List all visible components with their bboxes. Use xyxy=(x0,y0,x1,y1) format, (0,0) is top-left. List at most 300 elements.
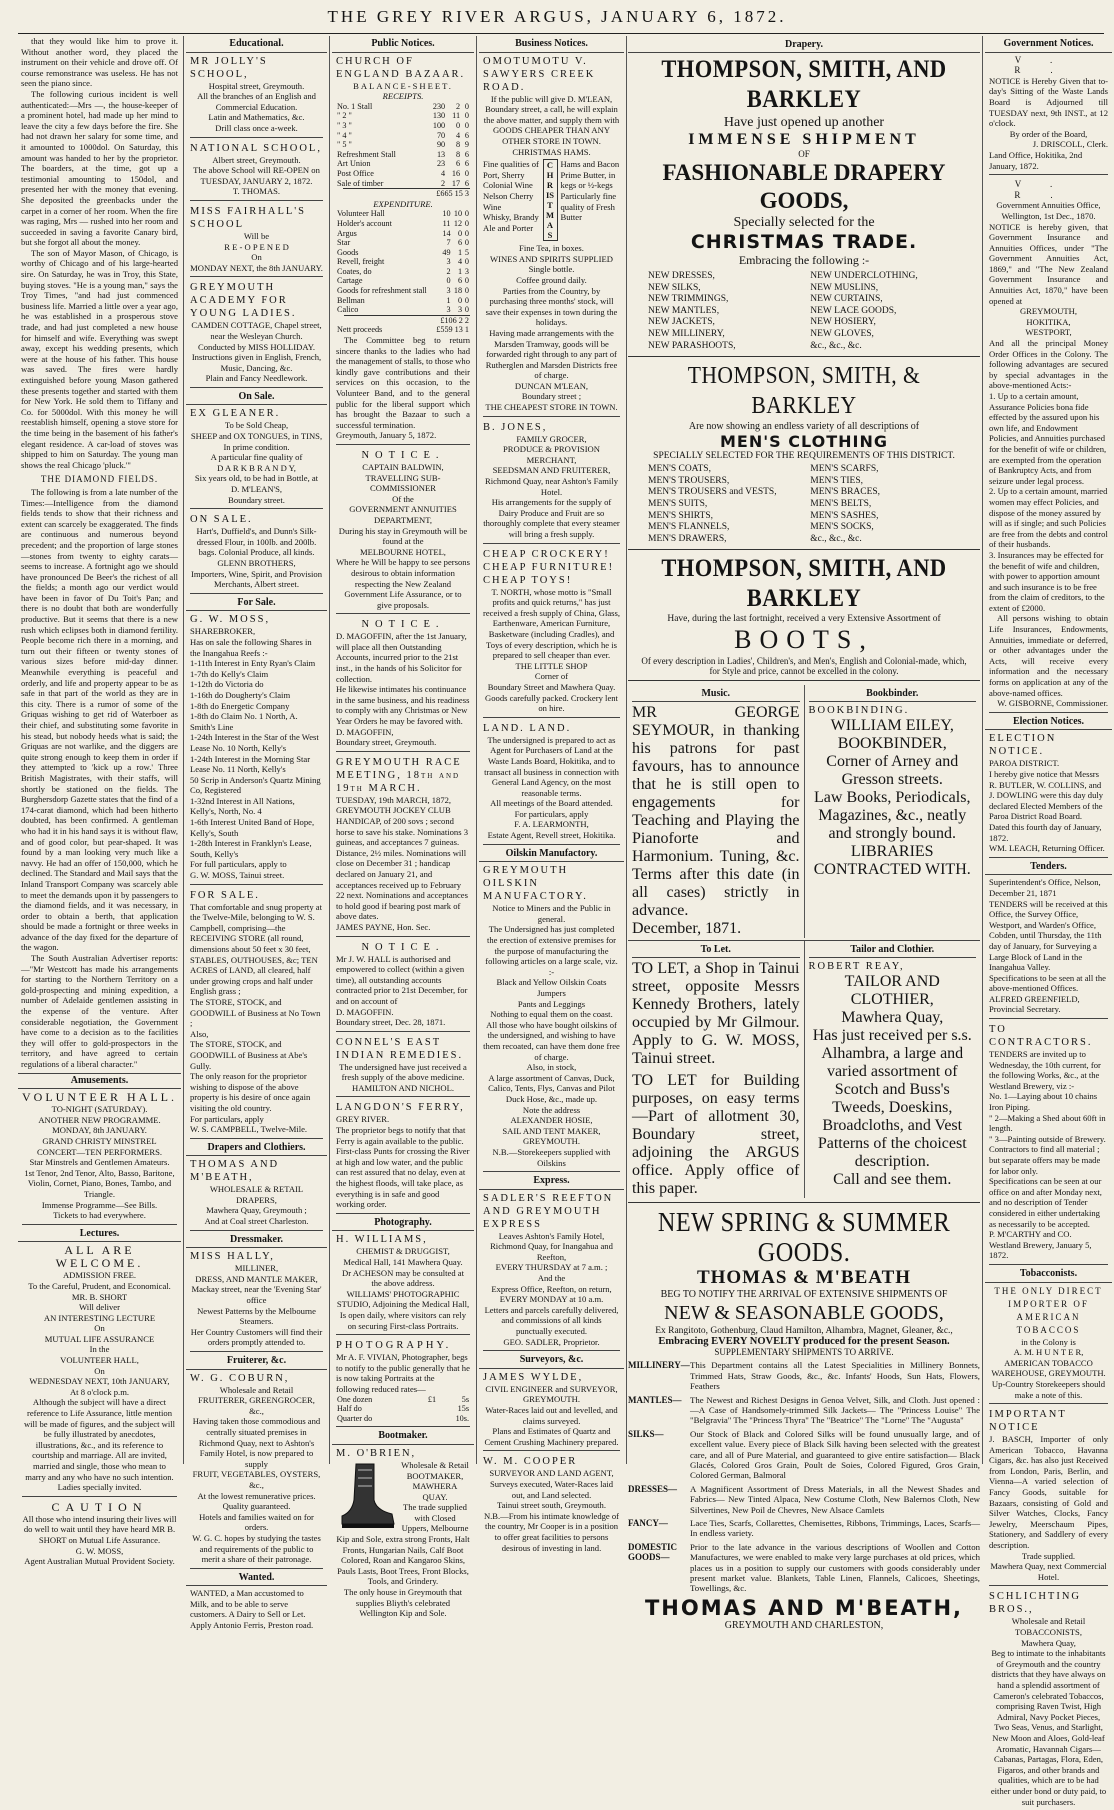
text-line: Mawhera Quay, xyxy=(1021,1637,1076,1648)
ad-body xyxy=(336,1352,470,1394)
text-line: D. MAGOFFIN, xyxy=(336,726,394,737)
text-line: Hart's, Duffield's, and Dunn's Silk-dressed Flour, in 100lb. and 200lb. bags. Colonial Produce, all kinds. xyxy=(196,526,317,558)
masthead: THE GREY RIVER ARGUS, JANUARY 6, 1872. xyxy=(327,7,787,26)
text-line: Will deliver xyxy=(79,1302,120,1313)
text-line: SURVEYOR AND LAND AGENT, xyxy=(489,1468,614,1479)
tmb-title: THOMAS & M'BEATH xyxy=(696,1267,912,1289)
ad-body: NOTICE is hereby given, that Government Insurance and Annuities Offices, under "The Government Annuities Act, 1869," and "The New Zealand Government Insurance and Annuities Act, 1870," have been opened at xyxy=(989,221,1108,306)
ad-body xyxy=(483,94,620,158)
table-cell: 6 xyxy=(464,159,469,169)
department-text: A Magnificent Assortment of Dress Materials, in all the Newest Shades and Fabrics— New Tinted Alpaca, New Costume Cloth, New Balernos Cloth, New Silvertines, New Poil de Chevres, New Alsace Camlets xyxy=(690,1483,980,1515)
table-row xyxy=(336,248,470,258)
ad-obrien-bootmaker xyxy=(336,1447,470,1622)
text-line: G. W. MOSS, Tainui street. xyxy=(190,870,285,881)
section-heading-drapery: Drapery. xyxy=(628,39,980,53)
table-cell: Argus xyxy=(337,228,357,238)
section-heading-bookbinder: Bookbinder. xyxy=(809,688,977,702)
table-cell: 0 xyxy=(464,286,469,296)
text-line: Latin and Mathematics, &c. xyxy=(208,112,305,123)
text-line: MEN'S SCARFS, xyxy=(810,464,879,475)
ad-title: ON SALE. xyxy=(190,514,253,526)
text-line: MONDAY NEXT, the 8th JANUARY. xyxy=(190,262,323,273)
text-line: At the lowest remunerative prices. xyxy=(197,1490,316,1501)
table-cell: No. 1 Stall xyxy=(337,101,373,111)
column-rule xyxy=(626,36,627,1464)
text-line: TO-NIGHT (SATURDAY). xyxy=(51,1104,148,1115)
ad-title: CHURCH OF ENGLAND BAZAAR. xyxy=(336,55,466,80)
text-line: PRODUCE & PROVISION MERCHANT, xyxy=(503,444,600,465)
text-line: Quality guaranteed. xyxy=(222,1501,291,1512)
ad-vivian-photography xyxy=(336,1339,470,1427)
table-cell: 10 xyxy=(442,209,451,219)
text-line: G. W. MOSS, xyxy=(75,1545,124,1556)
ad-title: JAMES WYLDE, xyxy=(483,1371,584,1383)
text-line: NEW MILLINERY, xyxy=(648,328,725,339)
text-line: CIVIL ENGINEER and SURVEYOR, xyxy=(485,1383,618,1394)
ad-notice-baldwin xyxy=(336,449,470,614)
ad-body xyxy=(483,587,620,714)
text-line: All those who intend insuring their lives will do well to wait until they have heard MR B. SHORT on Mutual Life Assurance. xyxy=(22,1513,177,1545)
department-label: MILLINERY— xyxy=(628,1360,690,1371)
text-line: NEW JACKETS, xyxy=(648,317,715,328)
text-line: TENDERS will be received at this Office, the Survey Office, Westport, and Warden's Office, Cobden, until Thursday, the 11th day of January, for Surveying a Large Block of Land in the Inangahua Valley. xyxy=(989,898,1108,973)
ad-cooper-surveyor xyxy=(483,1455,620,1556)
column-rule xyxy=(982,36,983,1464)
text-line: NEW SILKS, xyxy=(648,282,701,293)
vr-mark: V. R. xyxy=(1014,179,1083,200)
text-line: Estate Agent, Revell street, Hokitika. xyxy=(487,830,616,841)
text-line: F. A. LEARMONTH, xyxy=(514,819,589,830)
table-cell: 4 xyxy=(441,168,446,178)
town-list xyxy=(989,306,1108,338)
table-cell: " 2 " xyxy=(337,111,352,121)
text-line: No. 1—Laying about 10 chains Iron Piping. xyxy=(989,1091,1098,1113)
text-line: Wholesale & Retail xyxy=(401,1459,469,1470)
table-cell: 0 xyxy=(464,228,469,238)
text-line: Goods carefully packed. Crockery lent on hire. xyxy=(485,692,618,714)
text-line: If the public will give D. M'LEAN, Boundary street, a call, he will explain the above matter, and supply them with xyxy=(483,93,620,125)
table-row xyxy=(336,179,470,189)
text-line: Boundary street ; xyxy=(521,391,582,402)
text-line: WM. LEACH, Returning Officer. xyxy=(989,843,1105,854)
text-line: Where he Will be happy to see persons desirous to obtain information respecting the New Zealand Government Life Assurance, or to give proposals. xyxy=(336,557,470,610)
text-line: ALFRED GREENFIELD, Provincial Secretary. xyxy=(989,993,1080,1015)
text-line: Mawhera Quay, xyxy=(841,1009,944,1027)
text-line: The undersigned have just received a fresh supply of the above medicine. xyxy=(339,1061,467,1083)
department-text: The Newest and Richest Designs in Genoa Velvet, Silk, and Cloth. Just opened :—A Case of Handsomely-trimmed Silk Jackets— The "Princess Louise" The "Belgravia" The "Princess Thyra" The "Beatrice" The "Lorne" The "Augusta" xyxy=(690,1394,980,1426)
text-line: HOKITIKA, xyxy=(1026,316,1071,327)
section-heading-on-sale: On Sale. xyxy=(186,392,327,406)
table-cell: Revell, freight xyxy=(337,257,385,267)
ad-cheap-crockery xyxy=(483,548,620,718)
ad-body xyxy=(190,320,323,384)
music-block xyxy=(628,685,804,938)
ad-body xyxy=(336,1062,470,1094)
table-cell: 8 xyxy=(455,149,461,159)
text-line: Notice to Miners and the Public in general. xyxy=(492,903,611,924)
table-row xyxy=(336,276,470,286)
table-cell: 0 xyxy=(464,276,469,286)
expenditure-total: £106 2 2 xyxy=(336,315,470,326)
text-line: Agent Australian Mutual Provident Society. xyxy=(24,1556,175,1567)
ad-moss-shares xyxy=(190,613,323,884)
text-line: Up-Country Storekeepers should make a note of this. xyxy=(991,1378,1106,1400)
text-line: TRAVELLING SUB-COMMISSIONER xyxy=(365,472,441,494)
tmb-line: NEW & SEASONABLE GOODS, xyxy=(664,1302,944,1325)
section-heading-lectures: Lectures. xyxy=(18,1229,181,1243)
text-line: CHRISTMAS HAMS. xyxy=(512,146,591,157)
table-row xyxy=(336,238,470,248)
text-line: Plans and Estimates of Quartz and Cement Crushing Machinery prepared. xyxy=(484,1426,619,1447)
table-cell: 6 xyxy=(464,178,469,188)
column-6 xyxy=(985,36,1112,1807)
table-cell: 0 xyxy=(464,257,469,267)
text-line: Dated this fourth day of January, 1872. xyxy=(989,821,1102,843)
text-line: T. NORTH, whose motto is "Small profits and quick returns," has just received a fresh supply of China, Glass, Earthenware, American Furniture, Basketware (including Cradles), and Toys of every description, which he is prepared to sell cheaper than ever. xyxy=(483,586,620,661)
text-line: AMERICAN TOBACCO WAREHOUSE, GREYMOUTH. xyxy=(991,1357,1106,1379)
text-line: Immense Programme—See Bills. xyxy=(41,1199,158,1210)
christmas-vertical: CHRISTMAS xyxy=(543,159,558,241)
table-cell: One dozen xyxy=(337,1394,373,1404)
ad-body xyxy=(190,1184,323,1226)
text-line: Fine qualities of xyxy=(483,159,539,170)
text-line: SHAREBROKER, xyxy=(190,626,256,637)
text-line: D. MAGOFFIN. xyxy=(336,1006,394,1017)
text-line: GREY RIVER. xyxy=(336,1114,390,1125)
table-row xyxy=(336,267,470,277)
text-line: SHEEP and OX TONGUES, in TINS, In prime condition. xyxy=(190,431,323,452)
table-cell: 0 xyxy=(464,218,469,228)
text-line: 1-8th do Claim No. 1 North, A. Smith's Line xyxy=(190,711,298,732)
text-line: Mr J. W. HALL is authorised and empowered to collect (within a given time), all outstanding accounts contracted prior to 21st December, for and on account of xyxy=(336,953,468,1006)
text-line: WESTPORT, xyxy=(1025,327,1072,338)
section-heading-bootmaker: Bootmaker. xyxy=(332,1431,474,1445)
section-heading-amusements: Amusements. xyxy=(18,1073,181,1090)
text-line: Nelson Cherry Wine xyxy=(483,190,534,212)
text-line: The undersigned is prepared to act as Agent for Purchasers of Land at the Waste Lands Board, Hokitika, and to transact all business in connection with General Land Agency, on the most reasonable terms. xyxy=(484,734,619,798)
ad-caution xyxy=(22,1501,177,1570)
text-line: That comfortable and snug property at the Twelve-Mile, belonging to W. S. Campbell, comprising—the RECEIVING STORE (all round, dimensions about 50 feet x 30 feet, STABLES, OUTHOUSES, &c; TEN ACRES of LAND, all cleared, half under growing crops and half under English grass ; xyxy=(190,901,322,997)
ad-body xyxy=(190,155,323,197)
text-line: The South Australian Advertiser reports:—"Mr Westcott has made his arrangements for starting to the Northern Territory on a gold-prospecting and mining expedition, a number of Adelaide gentlemen assisting in the expense of the venture. After considerable negotiation, the Government have come to a decision as to the facilities they will offer to gold-prospectors in the territory, and have agreed to certain regulations of a liberal character." xyxy=(21,953,178,1069)
ad-notice-magoffin xyxy=(336,618,470,752)
text-line: Ladies specially invited. xyxy=(57,1482,142,1493)
text-line: Nothing to equal them on the coast. xyxy=(490,1009,613,1020)
section-heading-music: Music. xyxy=(632,688,800,702)
text-line: NEW PARASHOOTS, xyxy=(648,340,736,351)
ad-annuities-notice xyxy=(989,179,1108,713)
text-line: The trade supplied with Closed Uppers, Melbourne Kip and Sole, extra strong Fronts, Halt Fronts, Hungarian Nails, Calf Boot Colored, Roan and Kangaroo Skins, Pauls Lasts, Boot Trees, Front Blocks, Tools, and Grindery. xyxy=(336,1502,470,1587)
text-line: Six years old, to be had in Bottle, at xyxy=(194,473,319,484)
table-cell: " 3 " xyxy=(337,120,352,130)
ad-title: G. W. MOSS, xyxy=(190,614,271,626)
tsb-line: FASHIONABLE DRAPERY GOODS, xyxy=(662,160,946,213)
text-line: Butter xyxy=(560,212,582,223)
ad-body xyxy=(336,462,470,610)
table-cell: 7 xyxy=(446,238,451,248)
text-line: GREYMOUTH, xyxy=(1019,306,1078,317)
section-heading-drapers: Drapers and Clothiers. xyxy=(186,1143,327,1157)
table-cell: 230 xyxy=(432,101,446,111)
ad-body xyxy=(22,1270,177,1492)
text-line: The following is from a late number of the Times:—Intelligence from the diamond fields tends to show that their richness and extent can scarcely be exaggerated. The finds are continuous and numerous beyond precedent; and the proportion of large stones—stones from twenty to eighty carats—seems to increase. A fortnight ago we should have pronounced De Beer's the richest of all the fields; a month ago our verdict would have been in favor of Du Toit's Pan; and there is no doubt that both are wonderfully productive. But it seems that there is a new rush which eclipses both in diamond fertility. People become rich there in a morning, and turn out their fifteen or twenty stones of various sizes before mid-day dinner. Meanwhile everything is peaceful and orderly, and life and property appear to be as safe in that part of the world as they are in this city. There is a rumor of some of the Griquas wishing to get rid of Waterboer as their chief, and substituting some favorite in his stead, but nobody heeds what is said; the Griquas are not warlike, and the diggers are quite strong enough to keep them in order if they attempted to 'kick up a row.' Three British Magistrates, with their staffs, will shortly be stationed on the fields. The Burghersdorp Gazette states that the find of a 174-carat diamond, which had been hitherto doubted, has been confirmed. A gentleman who had it in his hand says it is without flaw, and of good color, but pear-shaped. It was found by a man looking very much like a navvy. He had an offer of 150,000, which he declined. The Standard and Mail says that the Inland Transport Company was scarcely able to meet the demands upon it by passengers to the diamond fields, and it was necessary, in order to obtain a berth, that application should be made a fortnight or three weeks in advance of the day fixed for the departure of the wagon. xyxy=(21,486,178,953)
ad-body xyxy=(336,1114,470,1209)
text-line: N.B.—Storekeepers supplied with Oilskins xyxy=(492,1146,611,1168)
text-line: Dr ACHESON may be consulted at the above address. xyxy=(342,1267,464,1289)
text-line: MELBOURNE HOTEL, xyxy=(360,546,446,557)
table-cell: Refreshment Stall xyxy=(337,149,396,159)
ad-title: THE ONLY DIRECT IMPORTER OF AMERICAN TOBACCOS xyxy=(994,1285,1103,1335)
text-line: Corner of Arney and Gresson streets. xyxy=(826,753,959,789)
table-cell: 1 xyxy=(446,295,451,305)
receipts-label: RECEIPTS. xyxy=(382,91,424,102)
price-table xyxy=(336,1395,470,1424)
text-line: GEO. SADLER, Proprietor. xyxy=(503,1336,600,1347)
text-line: MUTUAL LIFE ASSURANCE xyxy=(44,1333,155,1344)
ad-title: TO CONTRACTORS. xyxy=(989,1024,1093,1049)
ad-schlichting-bros xyxy=(989,1590,1108,1810)
text-line: Mackay street, near the 'Evening Star' office xyxy=(191,1284,322,1306)
column-2 xyxy=(186,36,327,1631)
table-cell: 3 xyxy=(446,286,451,296)
tsb-line: MEN'S CLOTHING xyxy=(720,432,888,452)
text-line: in the Colony is xyxy=(1021,1336,1076,1347)
table-cell xyxy=(415,1404,437,1414)
ad-important-notice xyxy=(989,1408,1108,1586)
ad-fairhall-school xyxy=(190,205,323,277)
text-line: The STORE, STOCK, and GOODWILL of Business at Abe's Gully. xyxy=(190,1039,308,1071)
text-line: EVERY THURSDAY at 7 a.m. ; xyxy=(495,1262,608,1273)
tmb-line: SUPPLEMENTARY SHIPMENTS TO ARRIVE. xyxy=(714,1347,894,1358)
text-line: FAMILY GROCER, xyxy=(516,433,587,444)
tolet-tailor-row xyxy=(628,940,980,1198)
ad-title: NATIONAL SCHOOL, xyxy=(190,142,322,154)
ad-title: W. G. COBURN, xyxy=(190,1372,290,1384)
ad-lecture xyxy=(22,1244,177,1496)
table-row xyxy=(336,102,470,112)
ad-waste-lands-notice xyxy=(989,55,1108,176)
text-line: THE LITTLE SHOP xyxy=(515,660,588,671)
department-row xyxy=(628,1542,980,1594)
ad-title: EX GLEANER. xyxy=(190,408,281,420)
text-line: A. M. H U N T E R, xyxy=(1013,1347,1084,1358)
text-line: Law Books, Periodicals, Magazines, &c., neatly and strongly bound. xyxy=(814,789,971,843)
text-line: To be Sold Cheap, xyxy=(224,420,289,431)
department-text: Our Stock of Black and Colored Silks will be found unusually large, and of excellent value. Every piece of Black Silk having been selected with the greatest care, and all of Pure Material, and guaranteed to give entire satisfaction— Black Glacés, Colored Gros Grain, Poult de Soies, Colored Figured, Gros Grain, Colored German, Balmoral xyxy=(690,1428,980,1481)
text-line: MEN'S TROUSERS, xyxy=(648,475,730,486)
table-row xyxy=(336,111,470,121)
table-cell: 49 xyxy=(442,247,451,257)
ad-body xyxy=(336,631,470,748)
table-cell: 0 xyxy=(464,295,469,305)
section-heading-tenders: Tenders. xyxy=(985,862,1112,876)
ad-body: MR GEORGE SEYMOUR, in thanking his patrons for past favours, has to announce that he is still open to engagements for Teaching and Playing the Pianoforte and Harmonium. Tuning, &c. Terms after this date (in all cases) strictly in advance. xyxy=(632,704,800,920)
text-line: Water-Races laid out and levelled, and claims surveyed. xyxy=(485,1405,618,1426)
text-line: 50 Scrip in Anderson's Quartz Mining Co, Registered xyxy=(190,774,321,796)
text-line: Colonial Wine xyxy=(483,180,533,191)
ad-date: December, 1871. xyxy=(632,920,742,938)
text-line: 1-8th do Energetic Company xyxy=(190,700,290,711)
text-line: Also, xyxy=(190,1028,209,1039)
text-line: N.B.—From his intimate knowledge of the country, Mr Cooper is in a position to offer great facilities to persons desirous of investing in land. xyxy=(483,1510,620,1553)
table-cell: 3 xyxy=(446,257,451,267)
text-line: NEW UNDERCLOTHING, xyxy=(810,271,918,281)
text-line: Mawhera Quay, next Commercial Hotel. xyxy=(990,1561,1107,1582)
ad-body xyxy=(22,1514,177,1567)
text-line: D. M'LEAN'S, xyxy=(230,484,283,495)
text-line: MEN'S FLANNELS, xyxy=(648,522,730,533)
ad-title: SCHLICHTING BROS., xyxy=(989,1591,1081,1616)
ad-connel-remedies xyxy=(336,1036,470,1098)
table-cell: Holder's account xyxy=(337,218,392,228)
text-line: MEN'S BELTS, xyxy=(810,498,872,509)
text-line: FRUIT, VEGETABLES, OYSTERS, &c., xyxy=(192,1469,321,1490)
text-line: Hams and Bacon xyxy=(560,159,620,170)
tsb-line: Are now showing an endless variety of all descriptions of xyxy=(688,421,920,433)
text-line: HAMILTON AND NICHOL. xyxy=(352,1082,454,1093)
text-line: Specifications can be seen at our office on and after Monday next, and no description of Tender considered in either undertaking as necessarily to be accepted. xyxy=(989,1176,1102,1229)
department-text: Prior to the late advance in the various descriptions of Woollen and Cotton Manufactures, we were enabled to make very large purchases at old prices, which places us in a position to supply our customers with goods considerably under present market value. Blankets, Table Linen, Flannels, Calicoes, Sheetings, Towellings, &c. xyxy=(690,1541,980,1594)
ad-body xyxy=(336,954,470,1028)
text-line: Ale and Porter xyxy=(483,222,534,233)
text-line: MEN'S SHIRTS, xyxy=(648,510,714,521)
text-line: All meetings of the Board attended. xyxy=(490,798,613,809)
ad-body xyxy=(989,1337,1108,1401)
vr-mark: V. R. xyxy=(1014,54,1083,76)
ad-body xyxy=(989,1616,1108,1807)
text-line: W. S. CAMPBELL, Twelve-Mile. xyxy=(190,1124,308,1135)
section-heading-oilskin: Oilskin Manufactory. xyxy=(479,849,624,863)
text-line: NEW LACE GOODS, xyxy=(810,305,897,316)
table-row xyxy=(336,296,470,306)
text-line: Star Minstrels and Gentlemen Amateurs. xyxy=(29,1157,170,1168)
section-heading-wanted: Wanted. xyxy=(186,1573,327,1587)
ad-body xyxy=(190,81,323,134)
ad-title: IMPORTANT NOTICE xyxy=(989,1409,1067,1434)
ad-bazaar-balance-sheet xyxy=(336,55,470,445)
text-line: Having taken those commodious and centrally situated premises in Richmond Quay, next to Ashton's Family Hotel, is now prepared to supply xyxy=(192,1416,321,1469)
table-cell: 0 xyxy=(464,168,469,178)
table-cell: Cartage xyxy=(337,276,363,286)
table-cell: 10s. xyxy=(455,1413,469,1423)
text-line: GRAND CHRISTY MINSTREL CONCERT—TEN PERFORMERS. xyxy=(36,1135,163,1157)
table-cell: 6 xyxy=(464,149,469,159)
section-heading-photography: Photography. xyxy=(332,1218,474,1232)
table-cell: Coates, do xyxy=(337,266,372,276)
table-row xyxy=(336,1404,470,1414)
text-line: AN INTERESTING LECTURE xyxy=(43,1312,156,1323)
ad-title: B. JONES, xyxy=(483,421,548,433)
tsb-title: THOMPSON, SMITH, AND BARKLEY xyxy=(661,555,947,613)
text-line: WILLIAMS' PHOTOGRAPHIC STUDIO, Adjoining the Medical Hall, xyxy=(336,1288,470,1310)
department-label: FANCY— xyxy=(628,1518,668,1528)
ad-title: NOTICE. xyxy=(361,941,445,953)
tsb-line: CHRISTMAS TRADE. xyxy=(690,231,918,253)
ad-body xyxy=(190,1263,323,1348)
ad-coburn xyxy=(190,1372,323,1569)
text-line: DUNCAN M'LEAN, xyxy=(514,380,589,391)
expenditure-label: EXPENDITURE. xyxy=(373,198,433,209)
table-cell: 2 xyxy=(455,101,461,111)
text-line: CAMDEN COTTAGE, Chapel street, near the Wesleyan Church. xyxy=(191,320,322,341)
ad-body: TO LET, a Shop in Tainui street, opposite Messrs Kennedy Brothers, lately occupied by Mr Gilmour. Apply to G. W. MOSS, Tainui street. xyxy=(632,960,800,1068)
text-line: 1-24th Interest in the Star of the West Lease No. 10 North, Kelly's xyxy=(190,732,319,753)
text-line: The following curious incident is well authenticated:—Mrs —, the house-keeper of a prominent hotel, had made up her mind to leave the city a few days before the fire. She had not drawn her salary for some time, and it amounted to 1000dol. On Saturday, this amount was handed to her by the proprietor. The boarders, at the time, got up a testimonial amounting to 150dol, and presented her with the money that evening. She deposited the greenbacks under the carpet in a corner of her room. When the fire was raging, Mrs — rushed into her room and succeeded in saving a favorite Canary bird, but she forgot all about the money. xyxy=(21,88,178,248)
table-cell: 5s xyxy=(461,1394,469,1404)
receipts-total: £665 15 3 xyxy=(336,188,470,199)
table-cell: 23 xyxy=(436,159,446,169)
department-label: MANTLES— xyxy=(628,1394,682,1405)
text-line: Plain and Fancy Needlework. xyxy=(205,373,308,384)
table-cell: Quarter do xyxy=(337,1413,373,1423)
text-line: Boundary street, Greymouth. xyxy=(336,737,437,748)
table-row xyxy=(336,159,470,169)
ad-for-sale-property xyxy=(190,889,323,1139)
ad-body xyxy=(336,1246,470,1331)
text-line: Specifications to be seen at all the above-mentioned Offices. xyxy=(989,972,1106,994)
table-cell: 0 xyxy=(457,228,463,238)
ad-body xyxy=(989,877,1108,1015)
text-line: CHEMIST & DRUGGIST, xyxy=(356,1246,450,1257)
text-line: Call and see them. xyxy=(833,1171,952,1189)
table-cell: 0 xyxy=(464,111,469,121)
section-heading-express: Express. xyxy=(479,1176,624,1190)
tmb-line: Ex Rangitoto, Gothenburg, Claud Hamilton, Alhambra, Magnet, Gleaner, &c., xyxy=(655,1326,953,1337)
ad-body xyxy=(483,1384,620,1448)
table-cell: 2 xyxy=(441,178,446,188)
ad-body xyxy=(190,420,323,505)
text-line: Express Office, Reefton, on return, xyxy=(491,1283,612,1294)
text-line: The STORE, STOCK, and GOODWILL of Business at No Town ; xyxy=(190,996,321,1029)
text-line: Whisky, Brandy xyxy=(483,212,539,223)
table-cell: " 5 " xyxy=(337,140,352,150)
bookbinder-block xyxy=(804,685,981,938)
tsb-line: Embracing the following :- xyxy=(738,253,870,267)
table-row xyxy=(336,1395,470,1405)
text-line: Hospital street, Greymouth. xyxy=(208,80,305,91)
table-row xyxy=(336,131,470,141)
section-heading-educational: Educational. xyxy=(186,39,327,53)
table-cell: Star xyxy=(337,238,351,248)
ad-body: J. BASCH, Importer of only American Tobacco, Havanna Cigars, &c. has also just Received from London, Paris, Berlin, and Vienna—A varied selection of Fancy Goods, suitable for Bazaars, consisting of Gold and Silver Watches, Clocks, Fancy Jewelry, Meerschaum Pipes, Stationery, and Saddlery of every description. xyxy=(989,1434,1108,1551)
ad-election-notice xyxy=(989,732,1108,857)
text-line: DRESS, AND MANTLE MAKER, xyxy=(195,1273,318,1284)
expenditure-table xyxy=(336,209,470,315)
table-cell: 130 xyxy=(432,111,446,121)
tsb-line: Have just opened up another xyxy=(723,115,885,130)
text-line: GLENN BROTHERS, xyxy=(217,558,296,568)
text-line: BOOKBINDER, xyxy=(837,735,947,753)
section-heading-for-sale: For Sale. xyxy=(186,598,327,612)
ad-jolly-school xyxy=(190,55,323,138)
article-diamond-fields xyxy=(21,487,178,1070)
text-line: NEW MUSLINS, xyxy=(810,282,879,293)
department-label: DOMESTIC GOODS— xyxy=(628,1541,678,1563)
text-line: MEN'S TIES, xyxy=(810,475,863,486)
tsb-line: OF xyxy=(798,149,810,159)
text-line: &c., &c., &c. xyxy=(810,340,862,351)
text-line: Although the subject will have a direct reference to Life Assurance, little mention will be made of figures, and the subject will be fully illustrated by anecdotes, illustrations, &c., and its reference to courtship and marriage. All are invited, married and single, those who mean to marry and any who have no such intention. xyxy=(23,1397,176,1482)
ad-title: ALL ARE WELCOME. xyxy=(55,1243,144,1271)
tsb-line: Specially selected for the xyxy=(733,215,875,230)
department-text: Lace Ties, Scarfs, Collarettes, Chemisettes, Ribbons, Trimmings, Laces, Scarfs— In endless variety. xyxy=(690,1518,980,1539)
tmb-line: BEG TO NOTIFY THE ARRIVAL OF EXTENSIVE SHIPMENTS OF xyxy=(660,1289,948,1301)
ad-jones-grocer xyxy=(483,421,620,544)
text-line: Her Country Customers will find their orders promptly attended to. xyxy=(190,1326,323,1348)
text-line: Coffee ground daily. xyxy=(516,274,587,285)
text-line: MONDAY, 8th JANUARY. xyxy=(52,1125,147,1136)
section-heading-tailor: Tailor and Clothier. xyxy=(809,944,977,958)
